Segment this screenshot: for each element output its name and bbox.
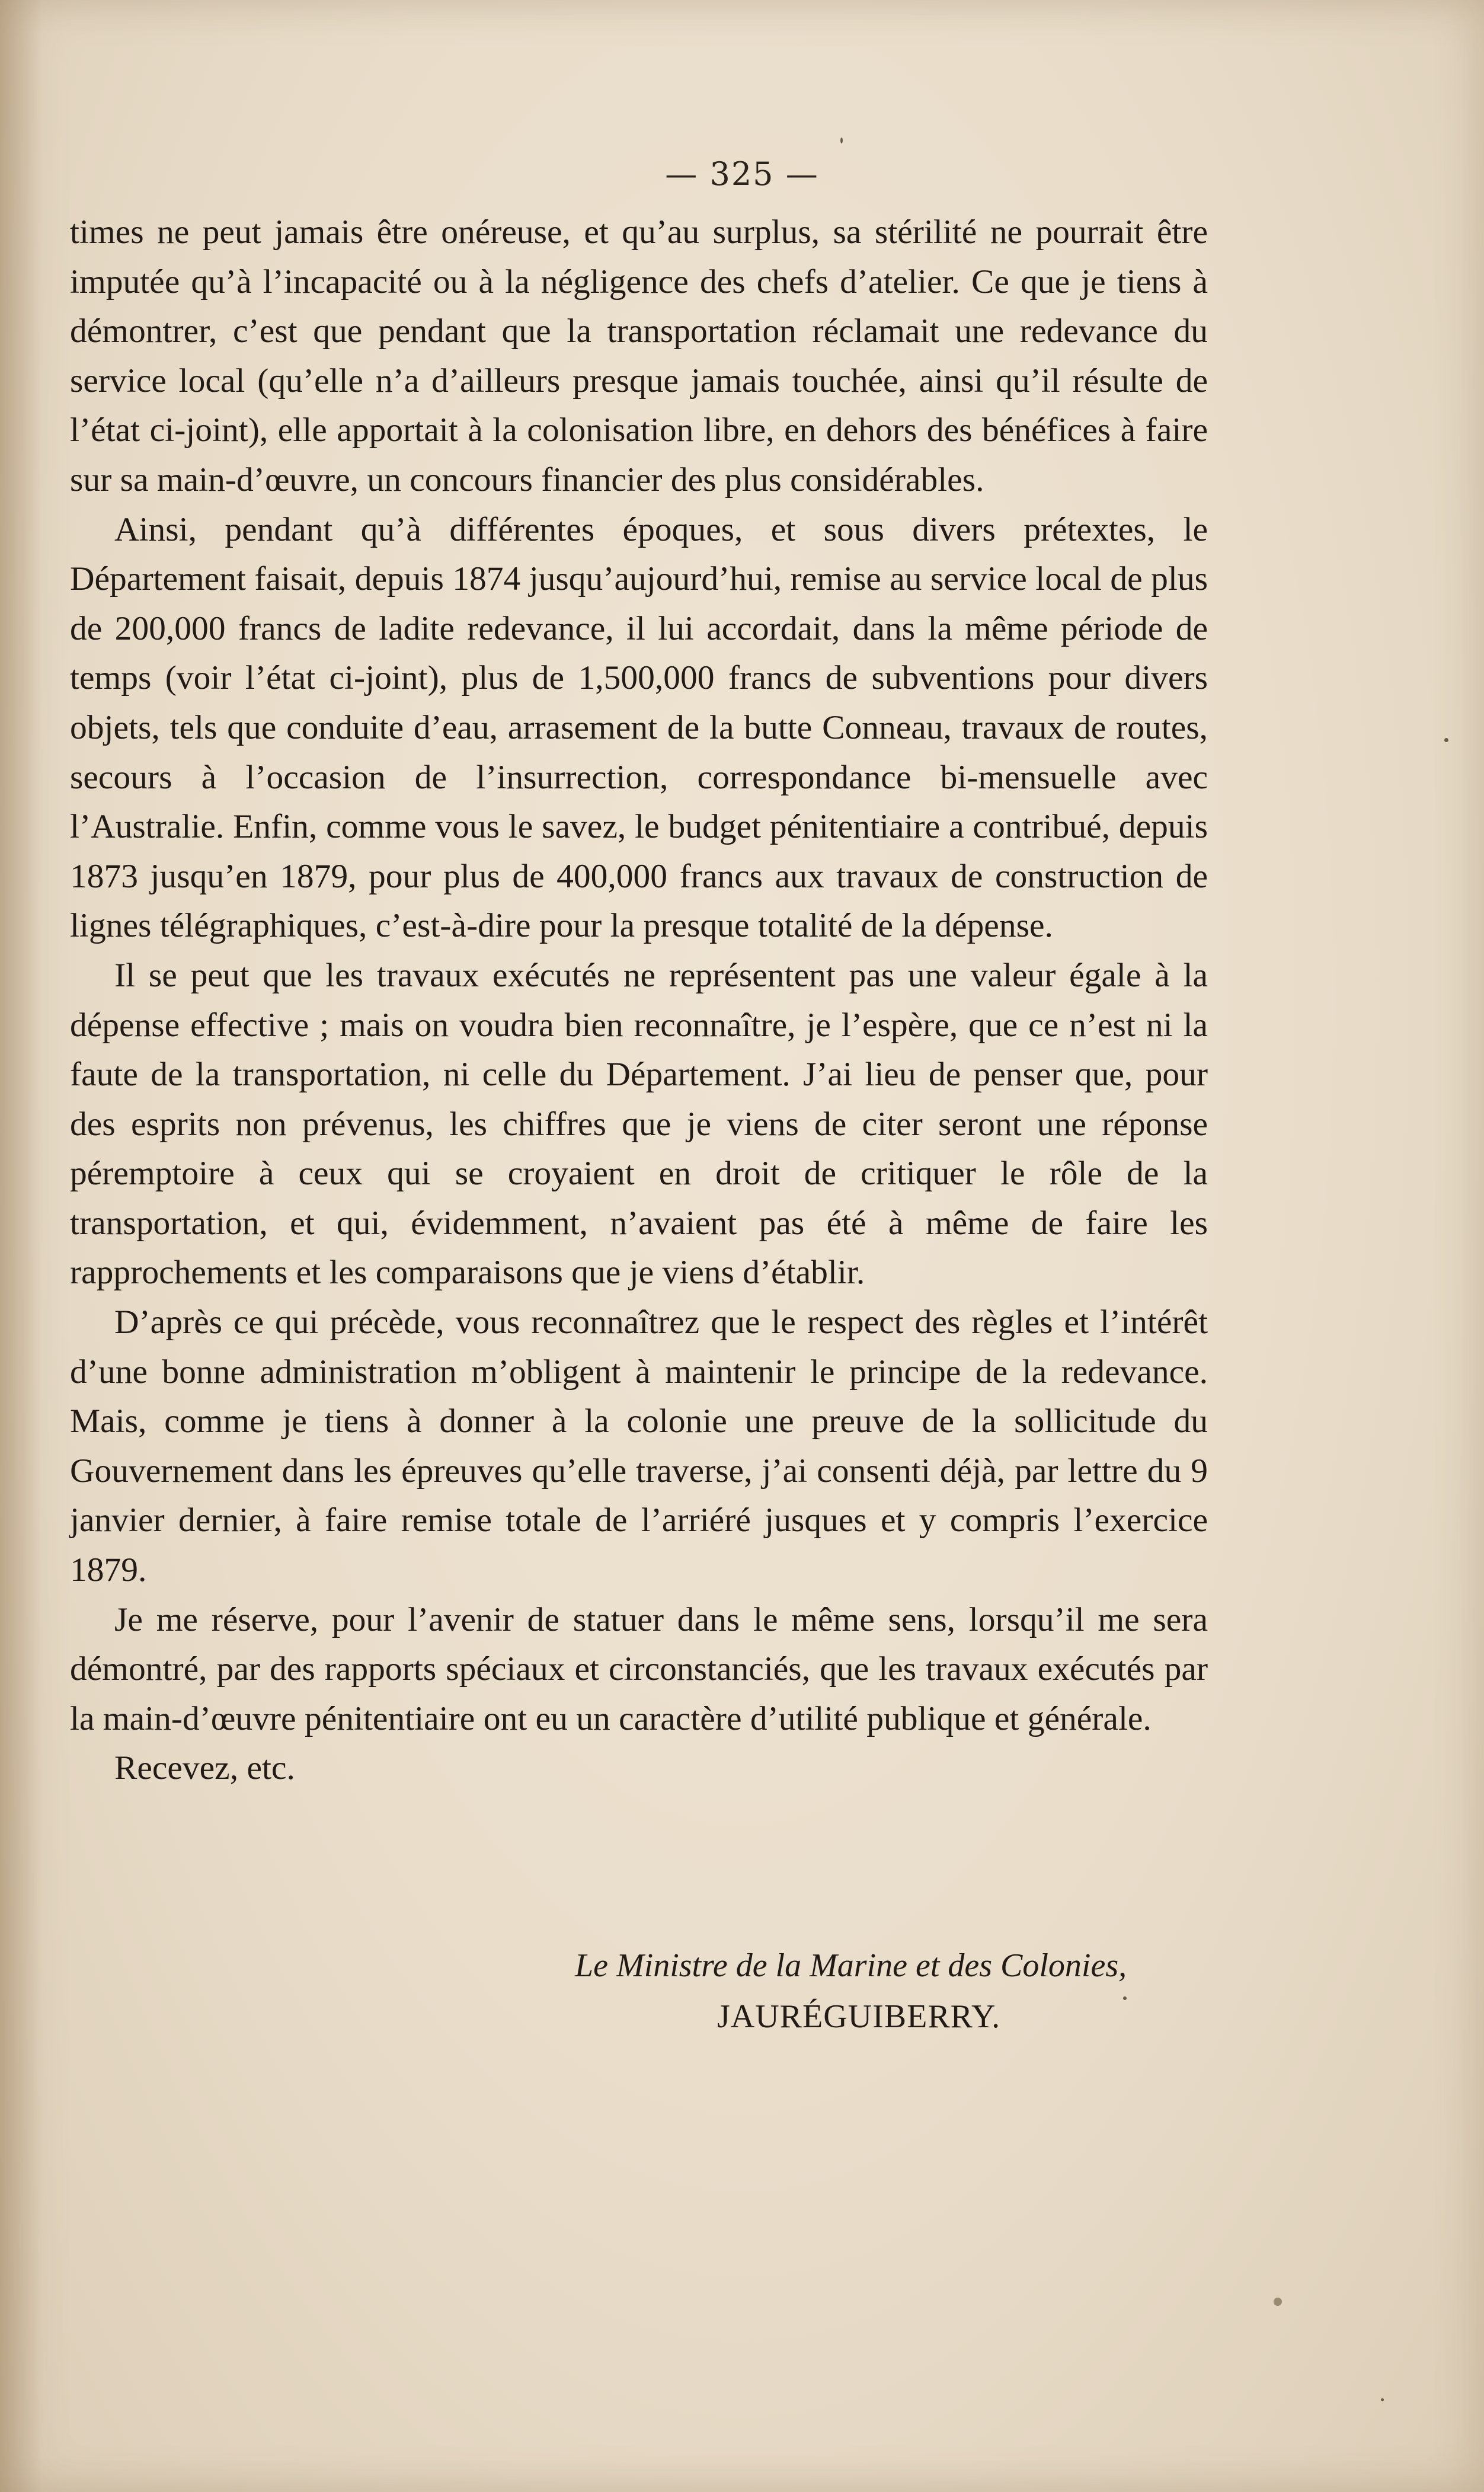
page-binding-shadow [0,0,41,2492]
paper-speck [1123,1996,1127,2000]
paragraph: D’après ce qui précède, vous reconnaîtrez que le respect des règles et l’intérêt d’une bonne administration m’obligent à maintenir le principe de la redevance. Mais, comme je tiens à donner à la colonie une preuve de la sollicitude du Gouvernement dans les épreuves qu’elle traverse, j’ai consenti déjà, par lettre du 9 janvier dernier, à faire remise totale de l’arriéré jusques et y compris l’exercice 1879. [70,1303,1208,1589]
paragraph-continued: times ne peut jamais être onéreuse, et qu’au surplus, sa stérilité ne pourrait être imputée qu’à l’incapacité ou à la négligence des chefs d’atelier. Ce que je tiens à démontrer, c’est que pendant que la transportation réclamait une redevance du service local (qu’elle n’a d’ailleurs presque jamais touchée, ainsi qu’il résulte de l’état ci-joint), elle apportait à la colonisation libre, en dehors des bénéfices à faire sur sa main-d’œuvre, un concours financier des plus considérables. [70,213,1208,499]
paper-speck [1444,738,1448,742]
closing-formula: Recevez, etc. [114,1749,295,1787]
paragraph: Ainsi, pendant qu’à différentes époques, et sous divers prétextes, le Département faisait, depuis 1874 jusqu’aujourd’hui, remise au service local de plus de 200,000 francs de ladite redevance, il lui accordait, dans la même période de temps (voir l’état ci-joint), plus de 1,500,000 francs de subventions pour divers objets, tels que conduite d’eau, arrasement de la butte Conneau, travaux de routes, secours à l’occasion de l’insurrection, correspondance bi-mensuelle avec l’Australie. Enfin, comme vous le savez, le budget pénitentiaire a contribué, depuis 1873 jusqu’en 1879, pour plus de 400,000 francs aux travaux de construction de lignes télégraphiques, c’est-à-dire pour la presque totalité de la dépense. [70,510,1208,945]
paper-speck [840,138,843,143]
paragraph: Je me réserve, pour l’avenir de statuer dans le même sens, lorsqu’il me sera démontré, par des rapports spéciaux et circonstanciés, que les travaux exécutés par la main-d’œuvre pénitentiaire ont eu un caractère d’utilité publique et générale. [70,1600,1208,1737]
body-text [70,207,1208,1793]
signatory-title: Le Ministre de la Marine et des Colonies, [575,1947,1127,1984]
paragraph: Il se peut que les travaux exécutés ne représentent pas une valeur égale à la dépense effective ; mais on voudra bien reconnaître, je l’espère, que ce n’est ni la faute de la transportation, ni celle du Département. J’ai lieu de penser que, pour des esprits non prévenus, les chiffres que je viens de citer seront une réponse péremptoire à ceux qui se croyaient en droit de critiquer le rôle de la transportation, et qui, évidemment, n’avaient pas été à même de faire les rapprochements et les comparaisons que je viens d’établir. [70,956,1208,1292]
page-number: — 325 — [665,155,819,193]
paper-speck [1274,2298,1282,2306]
paper-speck [1381,2398,1384,2401]
signatory-name: JAURÉGUIBERRY. [717,1998,1001,2035]
